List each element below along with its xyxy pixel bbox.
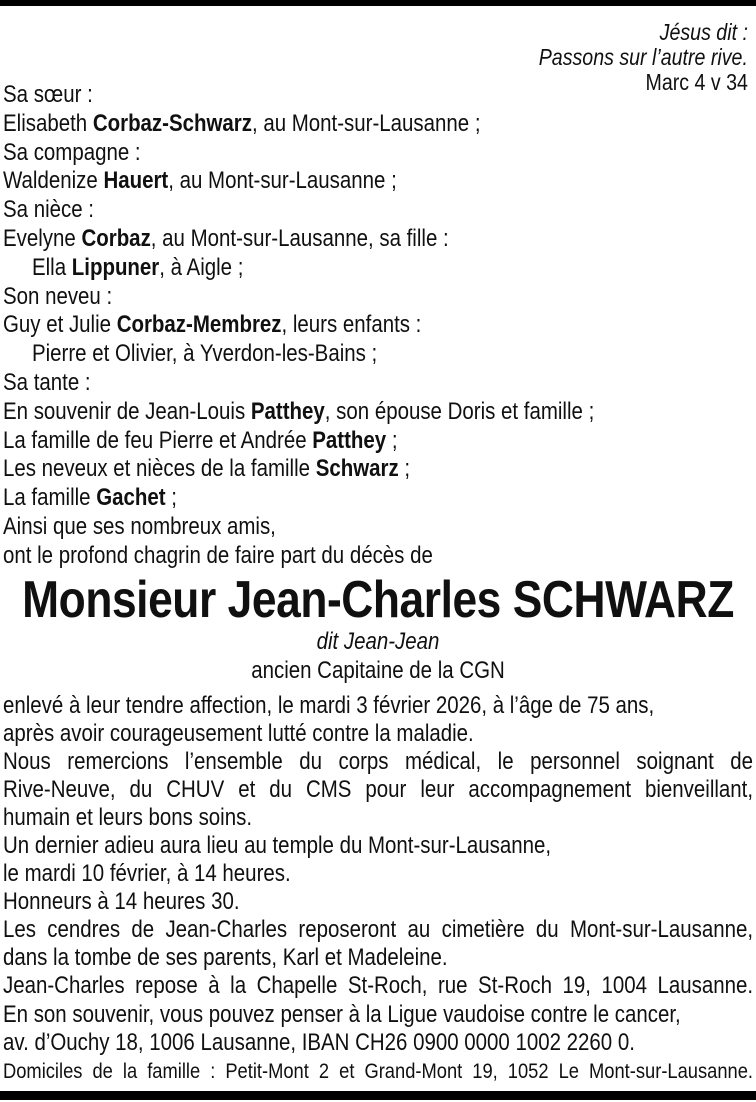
family-line: Les neveux et nièces de la famille Schwarz ; [3, 455, 411, 483]
announcement-line: dans la tombe de ses parents, Karl et Madeleine. [3, 944, 448, 972]
announcement-line: Honneurs à 14 heures 30. [3, 888, 240, 916]
announcement-line: après avoir courageusement lutté contre la maladie. [3, 719, 474, 747]
family-line: La famille de feu Pierre et Andrée Patthey ; [3, 426, 398, 454]
announcement-line: le mardi 10 février, à 14 heures. [3, 860, 291, 888]
family-line: Elisabeth Corbaz-Schwarz, au Mont-sur-Lausanne ; [3, 109, 481, 137]
announcement-line: Les cendres de Jean-Charles reposeront au cimetière du Mont-sur-Lausanne, [3, 916, 754, 944]
family-name-bold: Schwarz [315, 455, 399, 483]
family-line: Evelyne Corbaz, au Mont-sur-Lausanne, sa fille : [3, 224, 449, 252]
deceased-nickname: dit Jean-Jean [316, 627, 440, 655]
deceased-role: ancien Capitaine de la CGN [251, 656, 505, 684]
announcement-line: humain et leurs bons soins. [3, 803, 253, 831]
epigraph-line: Passons sur l’autre rive. [538, 44, 748, 70]
family-line: Ella Lippuner, à Aigle ; [31, 253, 244, 281]
announcement-line: enlevé à leur tendre affection, le mardi 3 février 2026, à l’âge de 75 ans, [3, 691, 655, 719]
family-name-bold: Gachet [96, 484, 166, 512]
announcement-line: Jean-Charles repose à la Chapelle St-Roch, rue St-Roch 19, 1004 Lausanne. [3, 972, 754, 1000]
family-line: Sa nièce : [3, 196, 94, 224]
announcement-line: Un dernier adieu aura lieu au temple du Mont-sur-Lausanne, [3, 832, 552, 860]
deceased-name: Monsieur Jean-Charles SCHWARZ [22, 570, 734, 629]
family-line: Waldenize Hauert, au Mont-sur-Lausanne ; [3, 167, 397, 195]
family-list [3, 81, 753, 571]
family-name-bold: Corbaz-Membrez [116, 311, 282, 339]
family-line: Pierre et Olivier, à Yverdon-les-Bains ; [31, 340, 378, 368]
family-name-bold: Patthey [312, 426, 387, 454]
family-line: Ainsi que ses nombreux amis, [3, 512, 276, 540]
announcement-line: Nous remercions l’ensemble du corps médical, le personnel soignant de [3, 747, 754, 775]
announcement-line: En son souvenir, vous pouvez penser à la Ligue vaudoise contre le cancer, [3, 1000, 681, 1028]
announcement-line: Rive-Neuve, du CHUV et du CMS pour leur accompagnement bienveillant, [3, 775, 754, 803]
family-line: Sa tante : [3, 368, 91, 396]
epigraph-line: Jésus dit : [659, 19, 748, 45]
family-name-bold: Hauert [103, 167, 169, 195]
family-line: La famille Gachet ; [3, 484, 177, 512]
family-line: Sa compagne : [3, 138, 141, 166]
family-line: En souvenir de Jean-Louis Patthey, son épouse Doris et famille ; [3, 397, 595, 425]
family-name-bold: Corbaz-Schwarz [92, 109, 252, 137]
announcement-line: Domiciles de la famille : Petit-Mont 2 et Grand-Mont 19, 1052 Le Mont-sur-Lausanne. [3, 1058, 754, 1083]
family-line: Son neveu : [3, 282, 113, 310]
announcement-line: av. d’Ouchy 18, 1006 Lausanne, IBAN CH26 0900 0000 1002 2260 0. [3, 1028, 635, 1056]
family-name-bold: Lippuner [71, 253, 160, 281]
family-name-bold: Patthey [250, 397, 325, 425]
family-name-bold: Corbaz [81, 224, 151, 252]
family-line: ont le profond chagrin de faire part du décès de [3, 541, 433, 569]
family-line: Guy et Julie Corbaz-Membrez, leurs enfants : [3, 311, 422, 339]
family-line: Sa sœur : [3, 81, 93, 108]
bottom-border-rule [0, 1091, 756, 1100]
announcement [3, 692, 753, 1085]
notice-content [3, 6, 753, 1085]
epigraph-reference: Marc 4 v 34 [645, 69, 748, 95]
